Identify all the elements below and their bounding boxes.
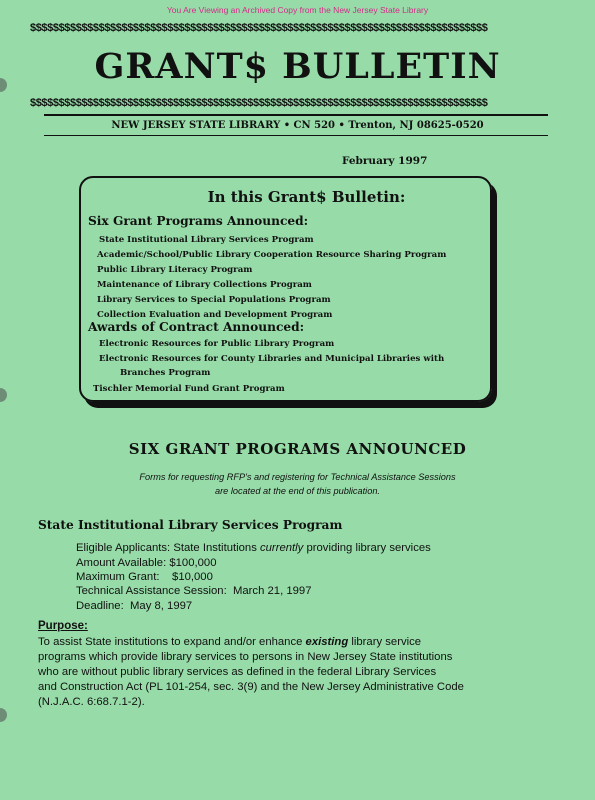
purpose-prefix: To assist State institutions to expand and/or enhance	[38, 636, 306, 648]
library-address: NEW JERSEY STATE LIBRARY • CN 520 • Trenton, NJ 08625-0520	[111, 120, 484, 131]
binder-hole-icon	[0, 388, 7, 402]
program-item: Library Services to Special Populations Program	[97, 295, 331, 305]
purpose-label: Purpose:	[38, 620, 88, 632]
dollar-rule-top: $$$$$$$$$$$$$$$$$$$$$$$$$$$$$$$$$$$$$$$$$$$$$$$$$$$$$$$$$$$$$$$$$$$$$$$$$$$$$$$$	[30, 22, 488, 34]
purpose-suffix: library service	[348, 636, 422, 648]
contents-box-title: In this Grant$ Bulletin:	[207, 188, 406, 206]
eligible-applicants	[76, 542, 431, 554]
program-item: State Institutional Library Services Program	[99, 235, 314, 245]
program-item: Academic/School/Public Library Cooperation Resource Sharing Program	[97, 250, 447, 260]
eligible-suffix: providing library services	[303, 542, 431, 554]
purpose-line: and Construction Act (PL 101-254, sec. 3(9) and the New Jersey Administrative Code	[38, 681, 464, 693]
eligible-prefix: Eligible Applicants: State Institutions	[76, 542, 260, 554]
program-item: Collection Evaluation and Development Program	[97, 310, 333, 320]
maximum-grant: Maximum Grant: $10,000	[76, 571, 213, 583]
programs-heading: Six Grant Programs Announced:	[88, 214, 309, 228]
assistance-session: Technical Assistance Session: March 21, 1997	[76, 585, 312, 597]
binder-hole-icon	[0, 708, 7, 722]
deadline: Deadline: May 8, 1997	[76, 600, 193, 612]
program-item: Maintenance of Library Collections Program	[97, 280, 312, 290]
section-title: SIX GRANT PROGRAMS ANNOUNCED	[128, 440, 467, 458]
archive-watermark: You Are Viewing an Archived Copy from the New Jersey State Library	[166, 5, 429, 15]
issue-date: February 1997	[342, 155, 428, 167]
purpose-line: programs which provide library services to persons in New Jersey State institutions	[38, 651, 453, 663]
address-rule-bottom	[44, 135, 548, 136]
address-rule-top	[44, 114, 548, 116]
masthead-title: GRANT$ BULLETIN	[94, 46, 501, 87]
section-note-line: Forms for requesting RFP's and registering for Technical Assistance Sessions	[139, 472, 456, 482]
purpose-line: who are without public library services as defined in the federal Library Services	[38, 666, 437, 678]
award-item: Branches Program	[120, 368, 211, 378]
purpose-line: (N.J.A.C. 6:68.7.1-2).	[38, 696, 145, 708]
awards-heading: Awards of Contract Announced:	[88, 320, 305, 334]
eligible-emphasis: currently	[260, 542, 304, 554]
purpose-emphasis: existing	[305, 636, 349, 648]
program-item: Public Library Literacy Program	[97, 265, 253, 275]
award-item: Tischler Memorial Fund Grant Program	[93, 384, 285, 394]
amount-available: Amount Available: $100,000	[76, 557, 217, 569]
section-note-line: are located at the end of this publication.	[215, 486, 380, 496]
program-title: State Institutional Library Services Program	[38, 518, 343, 532]
purpose-line	[38, 636, 421, 648]
award-item: Electronic Resources for Public Library Program	[99, 339, 335, 349]
dollar-rule-bottom: $$$$$$$$$$$$$$$$$$$$$$$$$$$$$$$$$$$$$$$$$$$$$$$$$$$$$$$$$$$$$$$$$$$$$$$$$$$$$$$$	[30, 97, 488, 109]
award-item: Electronic Resources for County Libraries and Municipal Libraries with	[99, 354, 445, 364]
